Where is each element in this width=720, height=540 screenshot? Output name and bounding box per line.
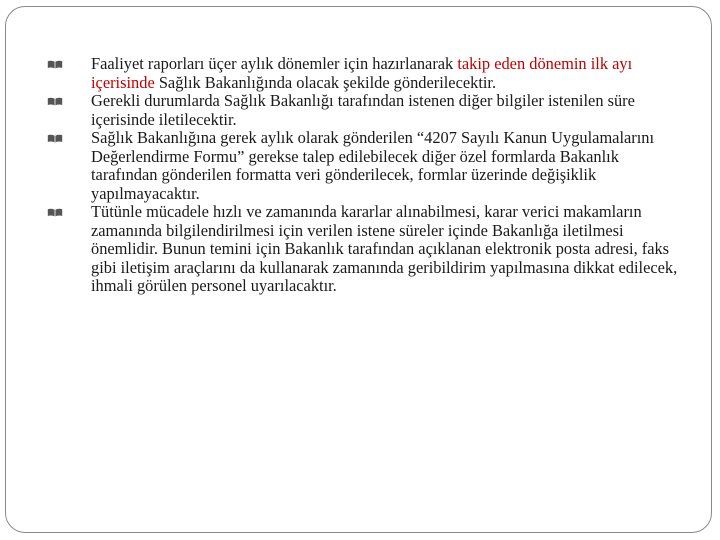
open-book-icon — [47, 97, 63, 106]
bullet-text: Gerekli durumlarda Sağlık Bakanlığı tarafından istenen diğer bilgiler istenilen süre içerisinde iletilecektir. — [91, 91, 635, 129]
bullet-item — [0, 129, 720, 203]
bullet-highlight: takip eden dönemin ilk ayı içerisinde — [91, 54, 633, 92]
bullet-item — [0, 92, 720, 129]
bullet-text: Tütünle mücadele hızlı ve zamanında kararlar alınabilmesi, karar verici makamların zamanında bilgilendirilmesi için verilen istene süreler içinde Bakanlığa iletilmesi önemlidir. Bunun temini için Bakanlık tarafından açıklanan elektronik posta adresi, faks gibi iletişim araçlarını da kullanarak zamanında geribildirim yapılmasına dikkat edilecek, ihmali görülen personel uyarılacaktır. — [91, 202, 678, 295]
bullet-item — [0, 203, 720, 296]
open-book-icon — [47, 208, 63, 217]
bullet-text-after: Sağlık Bakanlığında olacak şekilde gönderilecektir. — [154, 72, 497, 92]
open-book-icon — [47, 60, 63, 69]
open-book-icon — [47, 134, 63, 143]
bullet-text: Sağlık Bakanlığına gerek aylık olarak gönderilen “4207 Sayılı Kanun Uygulamalarını Değerlendirme Formu” gerekse talep edilebilecek diğer özel formlarda Bakanlık tarafından gönderilen formatta veri gönderilecek, formlar üzerinde değişiklik yapılmayacaktır. — [91, 128, 655, 203]
bullet-list — [0, 55, 720, 296]
bullet-text-before: Faaliyet raporları üçer aylık dönemler için hazırlanarak — [91, 54, 458, 73]
bullet-item — [0, 55, 720, 92]
